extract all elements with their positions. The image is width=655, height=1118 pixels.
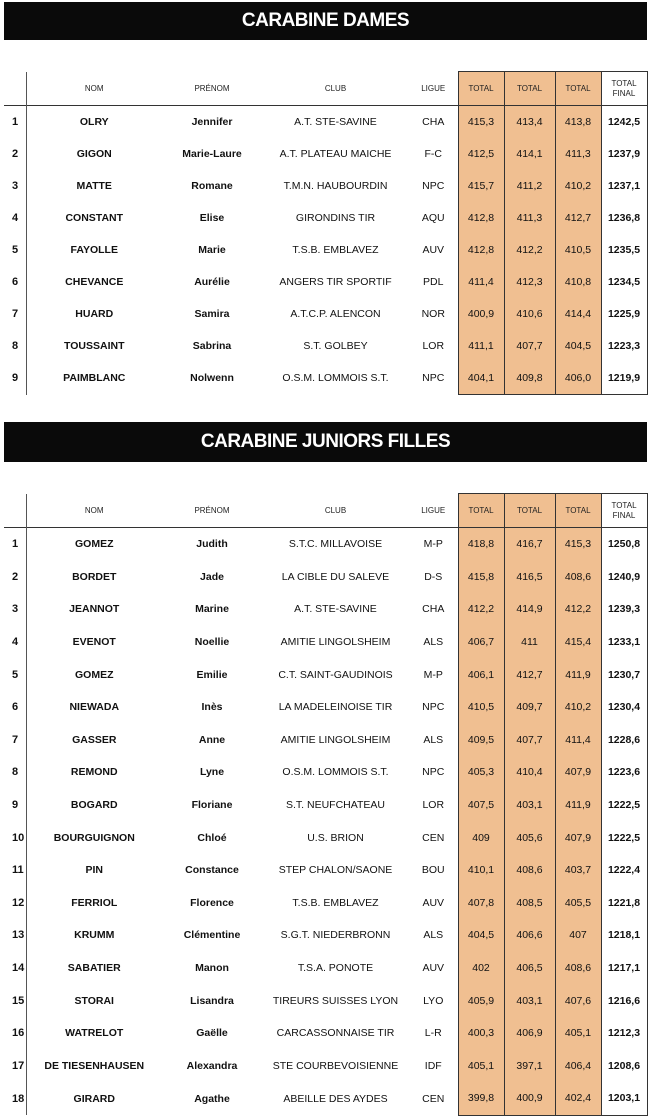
total-1-cell: 412,2 — [458, 593, 504, 626]
nom-cell: EVENOT — [72, 636, 116, 649]
prenom-cell: Marie-Laure — [182, 148, 242, 160]
total-3-cell: 406,0 — [555, 362, 601, 395]
prenom-cell: Lisandra — [190, 994, 234, 1007]
ligue-cell: CHA — [409, 106, 458, 139]
ligue-cell: NPC — [422, 180, 445, 192]
total-2-cell: 416,5 — [504, 561, 555, 594]
total-1-cell: 402 — [458, 952, 504, 985]
table-row — [4, 330, 647, 362]
prenom-cell: Chloé — [197, 831, 227, 844]
nom-cell: BOURGUIGNON — [53, 831, 135, 844]
total-3-cell: 406,4 — [555, 1050, 601, 1083]
ligue-cell: AQU — [421, 212, 445, 224]
total-3-cell: 404,5 — [555, 330, 601, 362]
total-2-cell: 405,6 — [504, 821, 555, 854]
prenom-cell: Samira — [194, 308, 230, 320]
club-cell: A.T. STE-SAVINE — [262, 106, 409, 139]
prenom-cell: Anne — [198, 733, 226, 746]
total-3-cell: 411,9 — [555, 658, 601, 691]
nom-cell: DE TIESENHAUSEN — [44, 1059, 145, 1072]
total-final-cell: 1223,6 — [601, 756, 647, 789]
prenom-cell: Alexandra — [186, 1059, 238, 1072]
total-final-cell: 1212,3 — [601, 1017, 647, 1050]
table-row — [4, 756, 647, 789]
prenom-header: PRÉNOM — [194, 83, 230, 93]
total-2-cell: 411 — [504, 626, 555, 659]
table-row — [4, 561, 647, 594]
ligue-cell: NOR — [421, 308, 445, 320]
total-final-header: TOTAL FINAL — [601, 494, 647, 528]
nom-cell: HUARD — [75, 308, 114, 320]
club-cell: S.T.C. MILLAVOISE — [262, 528, 409, 561]
total-final-cell: 1217,1 — [601, 952, 647, 985]
total-final-cell: 1239,3 — [601, 593, 647, 626]
nom-cell: TOUSSAINT — [64, 340, 125, 352]
ligue-cell: F-C — [424, 148, 442, 160]
total-3-cell: 415,4 — [555, 626, 601, 659]
rank-cell: 2 — [4, 561, 26, 594]
total-2-cell: 407,7 — [504, 330, 555, 362]
table-header-row — [4, 494, 647, 528]
table-row — [4, 821, 647, 854]
total-1-cell: 412,5 — [458, 138, 504, 170]
total-3-cell: 414,4 — [555, 298, 601, 330]
ligue-cell: ALS — [423, 733, 444, 746]
ligue-cell: ALS — [423, 929, 444, 942]
club-cell: A.T. STE-SAVINE — [294, 603, 377, 616]
total-2-cell: 407,7 — [504, 724, 555, 757]
total-2-cell: 409,7 — [504, 691, 555, 724]
prenom-cell: Floriane — [191, 799, 233, 812]
nom-cell: JEANNOT — [69, 603, 120, 616]
total-1-cell: 404,1 — [458, 362, 504, 395]
club-cell: O.S.M. LOMMOIS S.T. — [282, 372, 389, 385]
nom-cell: WATRELOT — [65, 1027, 124, 1040]
total-final-cell: 1230,7 — [601, 658, 647, 691]
ligue-cell: IDF — [424, 1059, 442, 1072]
table-header-row — [4, 72, 647, 106]
club-cell: ANGERS TIR SPORTIF — [279, 276, 392, 288]
total-3-cell: 410,2 — [555, 691, 601, 724]
rank-cell: 3 — [4, 170, 26, 202]
total-3-cell: 412,7 — [555, 202, 601, 234]
rank-cell: 18 — [4, 1082, 26, 1115]
total-2-cell: 416,7 — [504, 528, 555, 561]
club-cell: STE COURBEVOISIENNE — [272, 1059, 399, 1072]
total-2-cell: 408,6 — [504, 854, 555, 887]
total-2-cell: 412,7 — [504, 658, 555, 691]
nom-cell: FERRIOL — [71, 896, 118, 909]
nom-header: NOM — [84, 505, 104, 515]
total-1-cell: 418,8 — [458, 528, 504, 561]
total-final-cell: 1218,1 — [601, 919, 647, 952]
table-row — [4, 1050, 647, 1083]
total-final-header: TOTAL FINAL — [601, 72, 647, 106]
prenom-cell: Clémentine — [183, 929, 241, 942]
ligue-cell: PDL — [423, 276, 444, 288]
prenom-cell: Elise — [199, 212, 225, 224]
table-row — [4, 528, 647, 561]
nom-cell: GIRARD — [73, 1092, 115, 1105]
rank-cell: 16 — [4, 1017, 26, 1050]
ligue-cell: LOR — [422, 799, 445, 812]
prenom-cell: Lyne — [199, 766, 225, 779]
total-2-cell: 414,9 — [504, 593, 555, 626]
total-1-cell: 409 — [458, 821, 504, 854]
total-2-cell: 406,6 — [504, 919, 555, 952]
prenom-cell: Inès — [201, 701, 223, 714]
ligue-cell: NPC — [422, 372, 445, 385]
table-row — [4, 919, 647, 952]
ligue-cell: AUV — [422, 962, 445, 975]
ligue-cell: CEN — [422, 1092, 445, 1105]
ligue-cell: NPC — [422, 766, 445, 779]
prenom-cell: Marie — [198, 244, 226, 256]
total-3-cell: 405,1 — [555, 1017, 601, 1050]
total-3-cell: 407,9 — [555, 756, 601, 789]
ligue-cell: ALS — [423, 636, 444, 649]
table-row — [4, 984, 647, 1017]
nom-cell: CHEVANCE — [65, 276, 124, 288]
prenom-cell: Constance — [185, 864, 239, 877]
total-1-cell: 415,8 — [458, 561, 504, 594]
prenom-cell: Jennifer — [162, 106, 262, 139]
prenom-cell: Agathe — [194, 1092, 230, 1105]
club-cell: U.S. BRION — [307, 831, 364, 844]
nom-cell: BORDET — [72, 570, 117, 583]
total-2-cell: 397,1 — [504, 1050, 555, 1083]
total-3-cell: 413,8 — [555, 106, 601, 139]
nom-cell: PAIMBLANC — [63, 372, 126, 385]
club-cell: GIRONDINS TIR — [295, 212, 376, 224]
rank-cell: 15 — [4, 984, 26, 1017]
nom-cell: FAYOLLE — [70, 244, 118, 256]
table-row — [4, 724, 647, 757]
total-1-cell: 407,5 — [458, 789, 504, 822]
total-1-cell: 410,5 — [458, 691, 504, 724]
total-1-cell: 399,8 — [458, 1082, 504, 1115]
results-table-juniors — [4, 493, 648, 1116]
total-1-cell: 400,3 — [458, 1017, 504, 1050]
total-1-cell: 400,9 — [458, 298, 504, 330]
club-cell: AMITIE LINGOLSHEIM — [280, 733, 391, 746]
total-1-cell: 406,7 — [458, 626, 504, 659]
total-2-cell: 412,2 — [504, 234, 555, 266]
total-3-cell: 403,7 — [555, 854, 601, 887]
ligue-cell: M-P — [409, 528, 458, 561]
nom-cell: REMOND — [70, 766, 118, 779]
rank-cell: 5 — [4, 658, 26, 691]
total-2-cell: 410,6 — [504, 298, 555, 330]
total-3-cell: 408,6 — [555, 561, 601, 594]
club-cell: S.T. NEUFCHATEAU — [286, 799, 385, 812]
table-row — [4, 138, 647, 170]
nom-cell: GOMEZ — [75, 668, 114, 681]
total-2-cell: 406,5 — [504, 952, 555, 985]
ligue-cell: AUV — [422, 896, 445, 909]
total-final-cell: 1216,6 — [601, 984, 647, 1017]
club-cell: S.T. GOLBEY — [303, 340, 368, 352]
total-final-cell: 1225,9 — [601, 298, 647, 330]
total-3-cell: 412,2 — [555, 593, 601, 626]
prenom-cell: Judith — [162, 528, 262, 561]
prenom-cell: Nolwenn — [190, 372, 234, 385]
table-row — [4, 593, 647, 626]
rank-cell: 14 — [4, 952, 26, 985]
total-3-cell: 411,3 — [555, 138, 601, 170]
table-row — [4, 202, 647, 234]
total-final-cell: 1237,9 — [601, 138, 647, 170]
rank-cell: 17 — [4, 1050, 26, 1083]
ligue-cell: BOU — [421, 864, 445, 877]
table-row — [4, 298, 647, 330]
total-final-cell: 1240,9 — [601, 561, 647, 594]
total-2-cell: 414,1 — [504, 138, 555, 170]
ligue-header: LIGUE — [421, 505, 446, 515]
nom-header: NOM — [84, 83, 104, 93]
club-cell: AMITIE LINGOLSHEIM — [280, 636, 391, 649]
club-cell: A.T.C.P. ALENCON — [290, 308, 381, 320]
club-cell: T.S.B. EMBLAVEZ — [292, 896, 379, 909]
nom-cell: NIEWADA — [69, 701, 120, 714]
total-final-cell: 1236,8 — [601, 202, 647, 234]
total-1-cell: 415,3 — [458, 106, 504, 139]
total-1-cell: 405,9 — [458, 984, 504, 1017]
ligue-cell: AUV — [422, 244, 445, 256]
total-1-cell: 412,8 — [458, 202, 504, 234]
prenom-header: PRÉNOM — [194, 505, 230, 515]
total-2-cell: 403,1 — [504, 789, 555, 822]
total-1-cell: 404,5 — [458, 919, 504, 952]
results-table-dames — [4, 71, 648, 395]
rank-header — [4, 72, 26, 106]
nom-cell: STORAI — [74, 994, 114, 1007]
club-cell: C.T. SAINT-GAUDINOIS — [278, 668, 393, 681]
rank-cell: 6 — [4, 266, 26, 298]
table-row — [4, 691, 647, 724]
rank-cell: 3 — [4, 593, 26, 626]
section-title-juniors: CARABINE JUNIORS FILLES — [4, 422, 647, 462]
prenom-cell: Manon — [195, 962, 229, 975]
club-cell: TIREURS SUISSES LYON — [272, 994, 399, 1007]
table-row — [4, 658, 647, 691]
nom-cell: MATTE — [76, 180, 112, 192]
total-3-cell: 405,5 — [555, 887, 601, 920]
total-2-cell: 400,9 — [504, 1082, 555, 1115]
rank-cell: 13 — [4, 919, 26, 952]
ligue-cell: CHA — [422, 603, 445, 616]
total-final-cell: 1222,4 — [601, 854, 647, 887]
nom-cell: GOMEZ — [26, 528, 162, 561]
table-row — [4, 789, 647, 822]
rank-cell: 12 — [4, 887, 26, 920]
total-1-cell: 405,1 — [458, 1050, 504, 1083]
prenom-cell: Gaëlle — [196, 1027, 228, 1040]
prenom-cell: Sabrina — [192, 340, 232, 352]
rank-cell: 9 — [4, 789, 26, 822]
total-final-cell: 1222,5 — [601, 789, 647, 822]
total-2-cell: 409,8 — [504, 362, 555, 395]
total-final-cell: 1203,1 — [601, 1082, 647, 1115]
prenom-cell: Romane — [191, 180, 233, 192]
club-cell: S.G.T. NIEDERBRONN — [280, 929, 391, 942]
total-header-1: TOTAL — [458, 72, 504, 106]
rank-cell: 5 — [4, 234, 26, 266]
total-final-cell: 1237,1 — [601, 170, 647, 202]
total-1-cell: 406,1 — [458, 658, 504, 691]
total-2-cell: 413,4 — [504, 106, 555, 139]
total-3-cell: 410,2 — [555, 170, 601, 202]
table-row — [4, 887, 647, 920]
total-header-2: TOTAL — [504, 72, 555, 106]
club-cell: A.T. PLATEAU MAICHE — [279, 148, 392, 160]
club-cell: T.S.A. PONOTE — [297, 962, 374, 975]
table-row — [4, 106, 647, 139]
rank-cell: 2 — [4, 138, 26, 170]
ligue-cell: LOR — [422, 340, 445, 352]
total-final-cell: 1221,8 — [601, 887, 647, 920]
ligue-header: LIGUE — [421, 83, 446, 93]
total-header-2: TOTAL — [504, 494, 555, 528]
total-final-cell: 1223,3 — [601, 330, 647, 362]
club-cell: LA MADELEINOISE TIR — [278, 701, 393, 714]
total-header-3: TOTAL — [555, 494, 601, 528]
table-row — [4, 626, 647, 659]
total-3-cell: 415,3 — [555, 528, 601, 561]
total-1-cell: 405,3 — [458, 756, 504, 789]
total-1-cell: 412,8 — [458, 234, 504, 266]
club-header: CLUB — [324, 505, 347, 515]
total-3-cell: 411,9 — [555, 789, 601, 822]
nom-cell: BOGARD — [70, 799, 118, 812]
nom-cell: KRUMM — [74, 929, 115, 942]
club-cell: LA CIBLE DU SALEVE — [281, 570, 390, 583]
total-3-cell: 407,9 — [555, 821, 601, 854]
club-cell: CARCASSONNAISE TIR — [276, 1027, 395, 1040]
rank-cell: 1 — [4, 106, 26, 139]
total-1-cell: 411,1 — [458, 330, 504, 362]
table-row — [4, 266, 647, 298]
total-final-cell: 1234,5 — [601, 266, 647, 298]
rank-cell: 4 — [4, 202, 26, 234]
total-2-cell: 408,5 — [504, 887, 555, 920]
total-1-cell: 410,1 — [458, 854, 504, 887]
total-1-cell: 415,7 — [458, 170, 504, 202]
table-row — [4, 234, 647, 266]
table-row — [4, 952, 647, 985]
club-cell: T.S.B. EMBLAVEZ — [292, 244, 379, 256]
nom-cell: OLRY — [26, 106, 162, 139]
total-2-cell: 412,3 — [504, 266, 555, 298]
total-3-cell: 407 — [555, 919, 601, 952]
total-final-cell: 1233,1 — [601, 626, 647, 659]
ligue-cell: NPC — [422, 701, 445, 714]
nom-cell: GASSER — [72, 733, 117, 746]
ligue-cell: LYO — [423, 994, 444, 1007]
nom-cell: SABATIER — [67, 962, 121, 975]
ligue-cell: D-S — [424, 570, 443, 583]
total-1-cell: 409,5 — [458, 724, 504, 757]
rank-cell: 10 — [4, 821, 26, 854]
total-1-cell: 407,8 — [458, 887, 504, 920]
total-final-cell: 1228,6 — [601, 724, 647, 757]
rank-cell: 1 — [4, 528, 26, 561]
ligue-cell: L-R — [424, 1027, 442, 1040]
total-final-cell: 1242,5 — [601, 106, 647, 139]
club-cell: T.M.N. HAUBOURDIN — [283, 180, 388, 192]
rank-cell: 8 — [4, 330, 26, 362]
total-final-cell: 1222,5 — [601, 821, 647, 854]
table-row — [4, 1017, 647, 1050]
table-row — [4, 170, 647, 202]
prenom-cell: Noellie — [194, 636, 230, 649]
section-title-dames: CARABINE DAMES — [4, 2, 647, 40]
total-3-cell: 402,4 — [555, 1082, 601, 1115]
prenom-cell: Marine — [195, 603, 229, 616]
ligue-cell: M-P — [423, 668, 443, 681]
club-cell: STEP CHALON/SAONE — [278, 864, 393, 877]
total-3-cell: 407,6 — [555, 984, 601, 1017]
total-final-cell: 1235,5 — [601, 234, 647, 266]
total-final-cell: 1208,6 — [601, 1050, 647, 1083]
club-cell: ABEILLE DES AYDES — [283, 1092, 388, 1105]
rank-cell: 11 — [4, 854, 26, 887]
rank-cell: 8 — [4, 756, 26, 789]
prenom-cell: Florence — [190, 896, 234, 909]
total-header-3: TOTAL — [555, 72, 601, 106]
table-row — [4, 362, 647, 395]
total-2-cell: 403,1 — [504, 984, 555, 1017]
nom-cell: PIN — [85, 864, 103, 877]
total-2-cell: 406,9 — [504, 1017, 555, 1050]
rank-cell: 4 — [4, 626, 26, 659]
prenom-cell: Aurélie — [194, 276, 230, 288]
total-header-1: TOTAL — [458, 494, 504, 528]
total-1-cell: 411,4 — [458, 266, 504, 298]
nom-cell: GIGON — [76, 148, 112, 160]
rank-header — [4, 494, 26, 528]
rank-cell: 6 — [4, 691, 26, 724]
rank-cell: 7 — [4, 724, 26, 757]
total-3-cell: 410,8 — [555, 266, 601, 298]
club-cell: O.S.M. LOMMOIS S.T. — [282, 766, 389, 779]
total-2-cell: 411,2 — [504, 170, 555, 202]
prenom-cell: Emilie — [196, 668, 228, 681]
rank-cell: 7 — [4, 298, 26, 330]
total-3-cell: 411,4 — [555, 724, 601, 757]
nom-cell: CONSTANT — [65, 212, 124, 224]
total-3-cell: 408,6 — [555, 952, 601, 985]
ligue-cell: CEN — [422, 831, 445, 844]
rank-cell: 9 — [4, 362, 26, 395]
total-final-cell: 1230,4 — [601, 691, 647, 724]
prenom-cell: Jade — [200, 570, 224, 583]
total-2-cell: 411,3 — [504, 202, 555, 234]
total-final-cell: 1219,9 — [601, 362, 647, 395]
table-row — [4, 1082, 647, 1115]
table-row — [4, 854, 647, 887]
total-final-cell: 1250,8 — [601, 528, 647, 561]
total-3-cell: 410,5 — [555, 234, 601, 266]
club-header: CLUB — [324, 83, 347, 93]
total-2-cell: 410,4 — [504, 756, 555, 789]
